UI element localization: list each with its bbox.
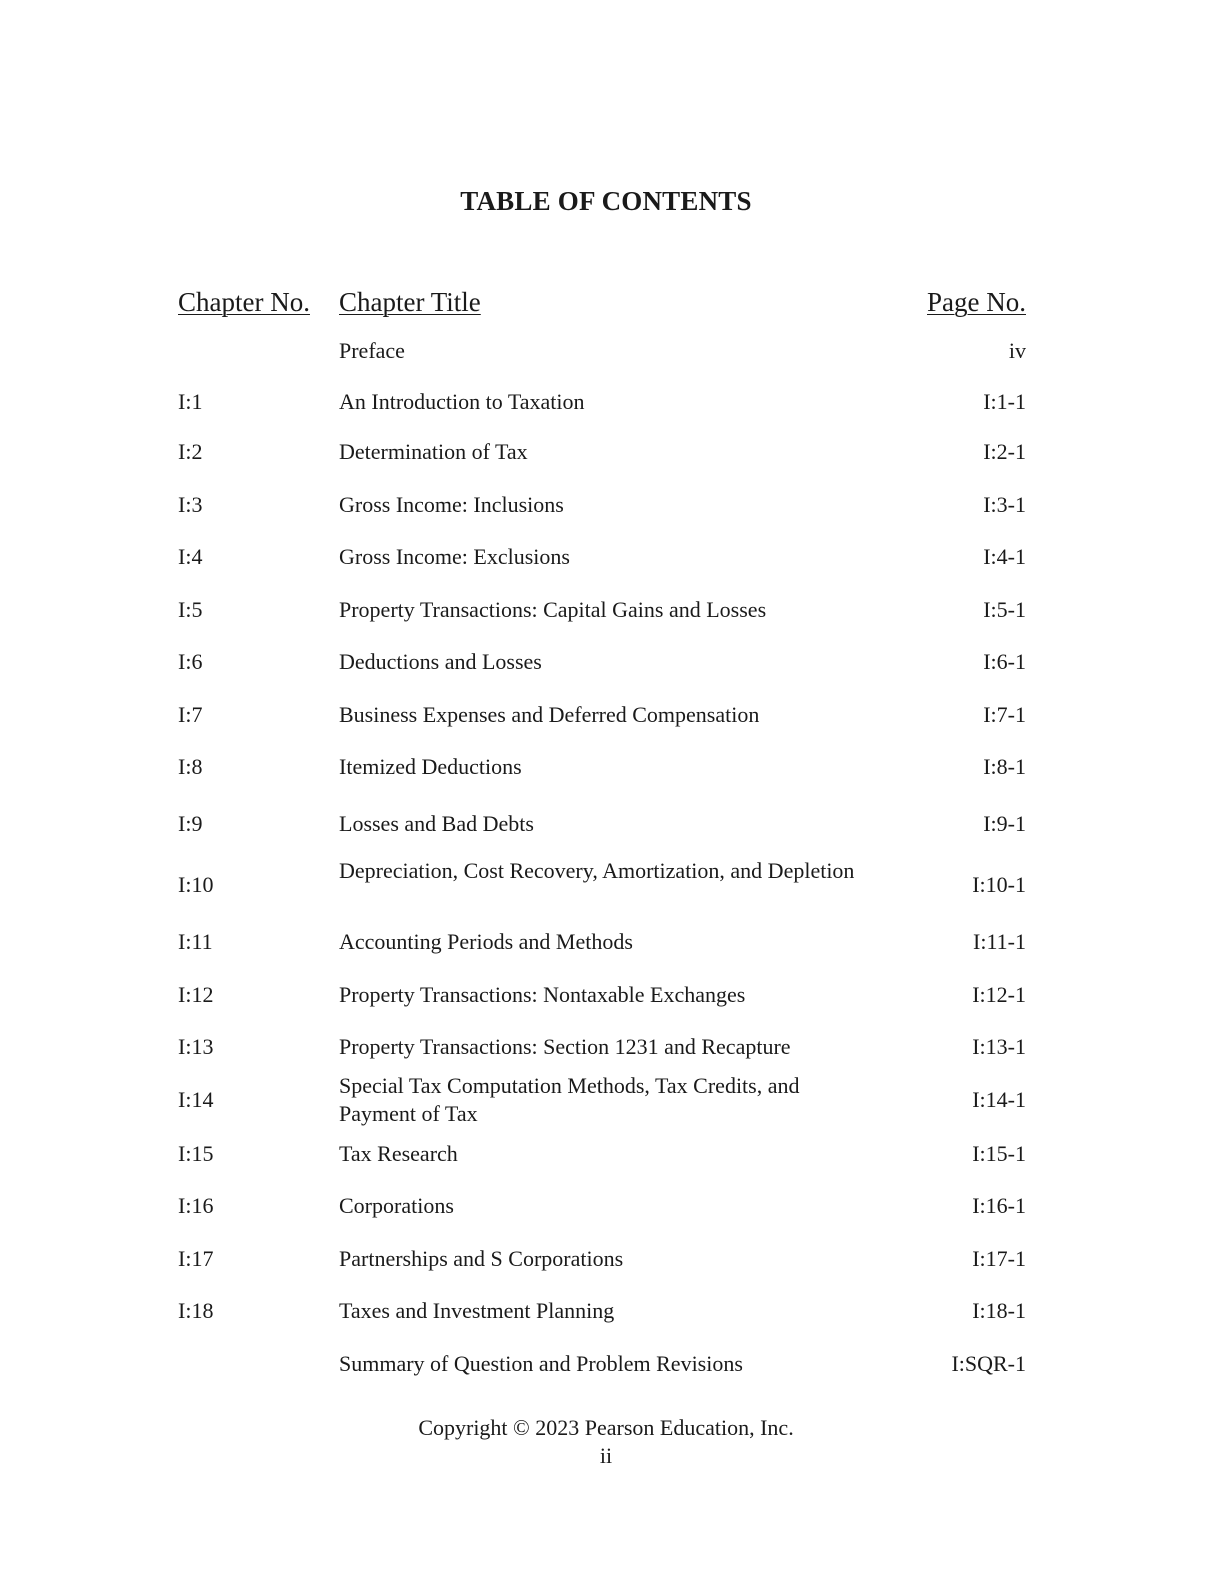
chapter-title: Gross Income: Exclusions [339,544,570,569]
page-number: I:9-1 [983,811,1026,836]
page-number: I:10-1 [972,872,1026,897]
page-number: I:12-1 [972,982,1026,1007]
page-number: iv [1008,338,1026,363]
page-number: I:5-1 [983,597,1026,622]
page-number: I:4-1 [983,544,1026,569]
chapter-title: Partnerships and S Corporations [339,1246,624,1271]
chapter-number: I:5 [178,597,203,622]
page-number: I:14-1 [972,1087,1026,1112]
chapter-title: Property Transactions: Capital Gains and Losses [339,597,767,622]
chapter-number: I:7 [178,702,203,727]
copyright-notice: Copyright © 2023 Pearson Education, Inc. [418,1415,794,1440]
page-title: TABLE OF CONTENTS [460,186,752,216]
chapter-number: I:8 [178,754,203,779]
chapter-title: Property Transactions: Section 1231 and Recapture [339,1034,791,1059]
footer-page-number: ii [599,1443,613,1468]
chapter-number: I:16 [178,1193,214,1218]
chapter-title: Tax Research [339,1141,458,1166]
page-number: I:13-1 [972,1034,1026,1059]
chapter-number: I:18 [178,1298,214,1323]
chapter-title: Corporations [339,1193,454,1218]
chapter-number: I:15 [178,1141,214,1166]
chapter-title: Summary of Question and Problem Revisions [339,1351,743,1376]
page-number: I:16-1 [972,1193,1026,1218]
chapter-number: I:6 [178,649,203,674]
chapter-number: I:10 [178,872,214,897]
page-number: I:1-1 [983,389,1026,414]
chapter-title: Deductions and Losses [339,649,542,674]
page-number: I:18-1 [972,1298,1026,1323]
chapter-title: Taxes and Investment Planning [339,1298,615,1323]
chapter-number: I:4 [178,544,203,569]
chapter-title: Accounting Periods and Methods [339,929,633,954]
chapter-number: I:12 [178,982,214,1007]
chapter-number: I:9 [178,811,203,836]
page-number: I:11-1 [973,929,1026,954]
chapter-number: I:14 [178,1087,214,1112]
chapter-title: Determination of Tax [339,439,528,464]
column-header-chapter-no: Chapter No. [178,287,310,317]
chapter-number: I:13 [178,1034,214,1059]
chapter-title: Losses and Bad Debts [339,811,534,836]
chapter-title: An Introduction to Taxation [339,389,585,414]
page-number: I:7-1 [983,702,1026,727]
column-header-chapter-title: Chapter Title [339,287,481,317]
page-number: I:6-1 [983,649,1026,674]
page-number: I:SQR-1 [951,1351,1026,1376]
chapter-number: I:11 [178,929,213,954]
chapter-number: I:2 [178,439,203,464]
chapter-title: Business Expenses and Deferred Compensation [339,702,760,727]
chapter-title: Depreciation, Cost Recovery, Amortization, and Depletion [339,858,855,883]
column-header-page-no: Page No. [927,287,1026,317]
chapter-title: Property Transactions: Nontaxable Exchanges [339,982,746,1007]
page-number: I:8-1 [983,754,1026,779]
chapter-number: I:1 [178,389,203,414]
chapter-number: I:3 [178,492,203,517]
chapter-title: Preface [339,338,405,363]
page-number: I:3-1 [983,492,1026,517]
chapter-title: Special Tax Computation Methods, Tax Credits, and Payment of Tax [339,1073,800,1126]
chapter-title: Gross Income: Inclusions [339,492,564,517]
page-number: I:17-1 [972,1246,1026,1271]
page-number: I:2-1 [983,439,1026,464]
chapter-number: I:17 [178,1246,214,1271]
page-number: I:15-1 [972,1141,1026,1166]
chapter-title: Itemized Deductions [339,754,522,779]
